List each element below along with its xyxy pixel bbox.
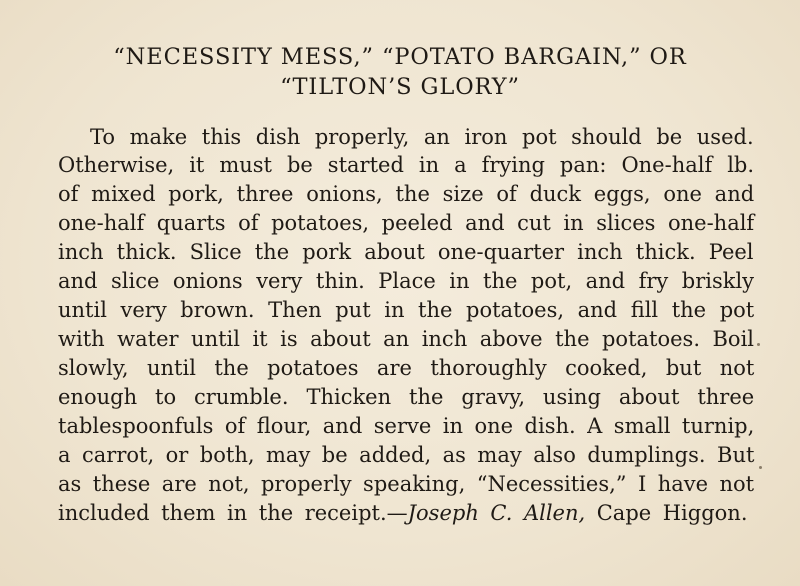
- body-line: a carrot, or both, may be added, as may also dumplings. But: [58, 443, 755, 467]
- recipe-title-line-1: “NECESSITY MESS,” “POTATO BARGAIN,” OR: [113, 44, 687, 70]
- body-line-final: [58, 500, 748, 526]
- body-line: tablespoonfuls of flour, and serve in one dish. A small turnip,: [58, 414, 755, 438]
- body-line: slowly, until the potatoes are thoroughly cooked, but not: [58, 356, 755, 380]
- body-line: one-half quarts of potatoes, peeled and cut in slices one-half: [58, 211, 755, 235]
- author-place: Cape Higgon.: [585, 501, 748, 525]
- recipe-title-line-2: “TILTON’S GLORY”: [280, 74, 520, 100]
- body-line: with water until it is about an inch above the potatoes. Boil: [58, 327, 754, 351]
- final-line-text: included them in the receipt.—: [58, 501, 408, 525]
- author-name: Joseph C. Allen,: [407, 501, 586, 525]
- body-line: of mixed pork, three onions, the size of duck eggs, one and: [58, 182, 755, 206]
- body-line: enough to crumble. Thicken the gravy, using about three: [58, 385, 755, 409]
- body-line: inch thick. Slice the pork about one-quarter inch thick. Peel: [58, 240, 754, 264]
- body-line: Otherwise, it must be started in a frying pan: One-half lb.: [58, 153, 755, 177]
- body-line: until very brown. Then put in the potatoes, and fill the pot: [58, 298, 755, 322]
- body-line: To make this dish properly, an iron pot should be used.: [90, 125, 754, 149]
- body-line: as these are not, properly speaking, “Necessities,” I have not: [58, 472, 755, 496]
- paper-speck: [757, 343, 760, 346]
- paper-speck: [759, 466, 762, 469]
- body-line: and slice onions very thin. Place in the pot, and fry briskly: [58, 269, 755, 293]
